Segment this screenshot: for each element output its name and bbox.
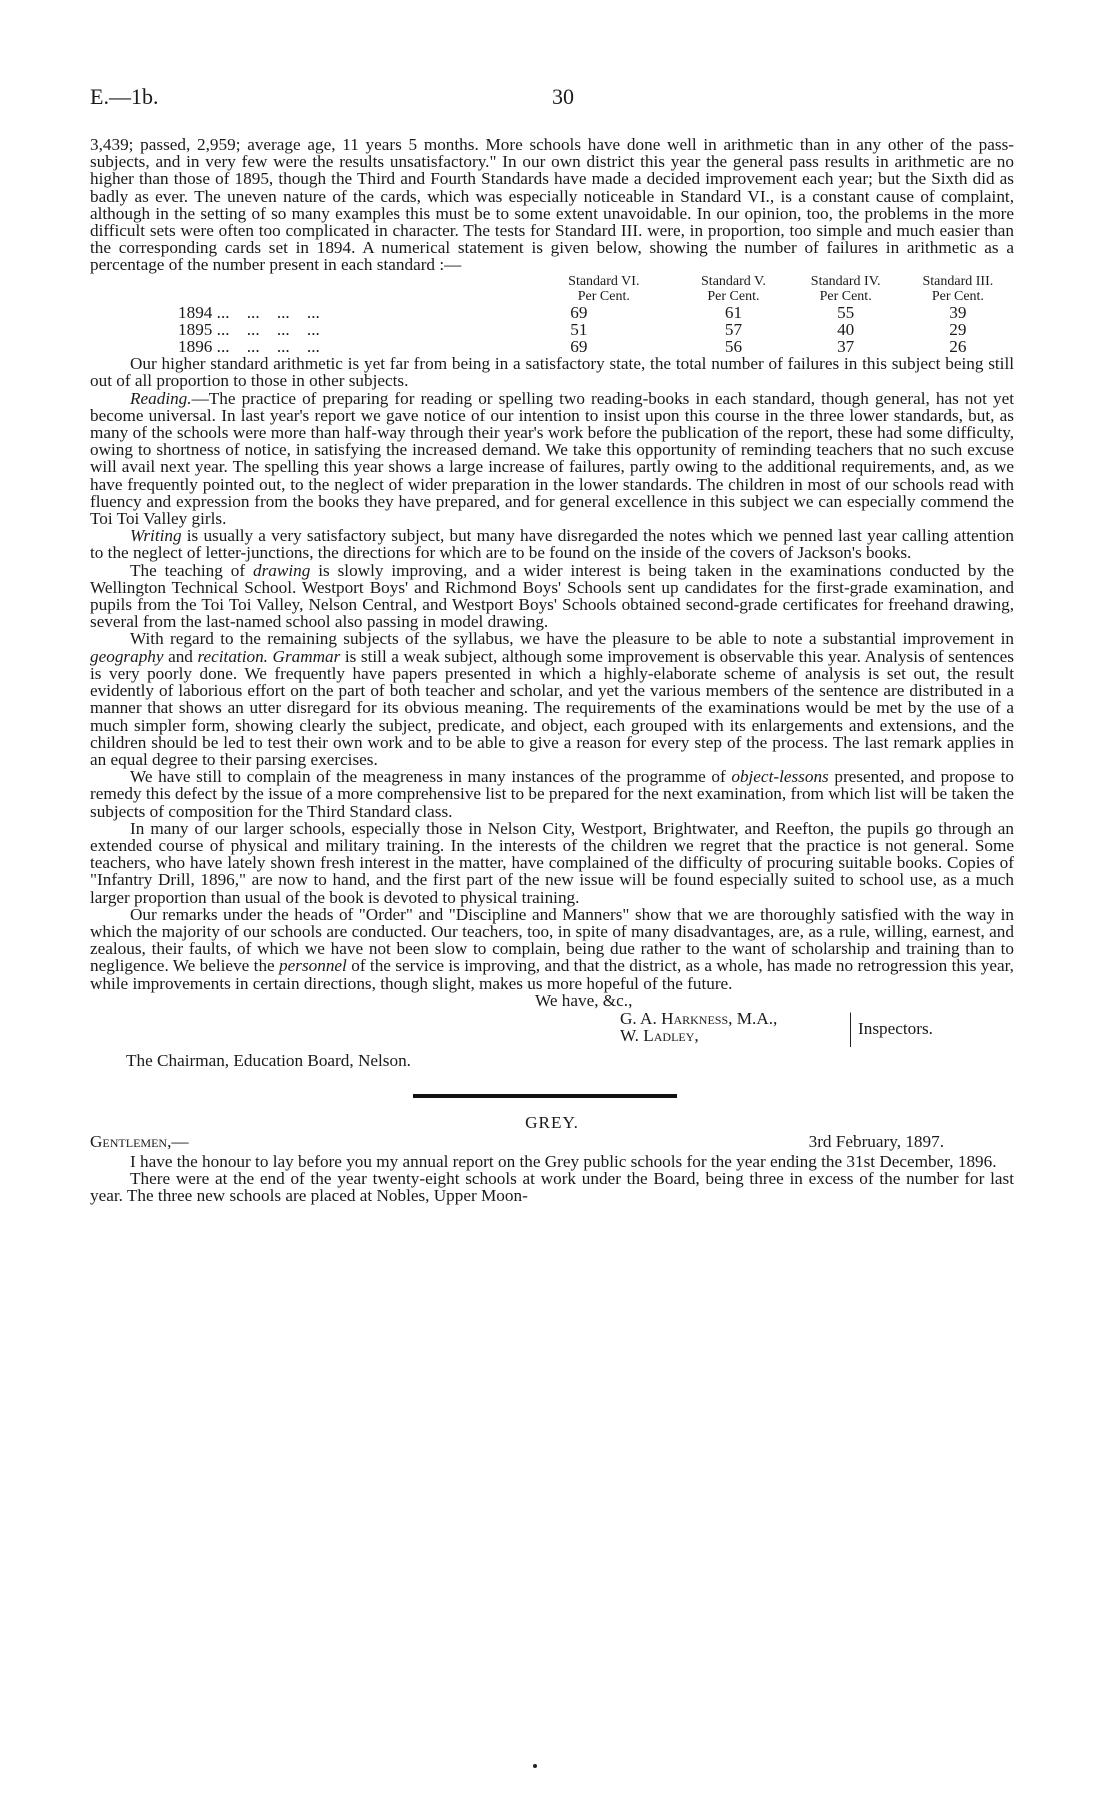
page-mark	[533, 1764, 537, 1768]
signature-block	[90, 992, 1014, 1072]
brace	[842, 1012, 851, 1047]
table-row	[90, 304, 1014, 321]
document-reference: E.—1b.	[90, 84, 159, 109]
signatory-name: W. Ladley,	[620, 1025, 699, 1045]
table-cell: 40	[837, 319, 855, 339]
page-number: 30	[552, 84, 574, 109]
table-cell: 57	[724, 319, 743, 339]
section-divider	[413, 1094, 677, 1098]
paragraph-arithmetic: 3,439; passed, 2,959; average age, 11 years 5 months. More schools have done well in arithmetic than in any other of the pass-subjects, and in very few were the results unsatisfactory." In our own district this year the general pass results in arithmetic are no higher than those of 1895, though the Third and Fourth Standards have made a decided improvement each year; but the Sixth did as badly as ever. The uneven nature of the cards, which was especially noticeable in Standard VI., is a constant cause of complaint, although in the setting of so many examples this must be to some extent unavoidable. In our opinion, too, the problems in the more difficult sets were often too complicated in character. The tests for Standard III. were, in proportion, too simple and much easier than the corresponding cards set in 1894. A numerical statement is given below, showing the number of failures in arithmetic as a percentage of the number present in each standard :—	[90, 135, 1014, 275]
table-cell-year: 1896 ... ... ... ...	[178, 337, 320, 357]
paragraph-higher-arithmetic: Our higher standard arithmetic is yet far from being in a satisfactory state, the total number of failures in this subject being still out of all proportion to those in other subjects.	[90, 354, 1014, 391]
table-header-row	[90, 274, 1014, 304]
table-row	[90, 338, 1014, 355]
table-header-cell: Standard V. Per Cent.	[701, 273, 766, 304]
table-header-cell: Standard IV. Per Cent.	[810, 273, 881, 304]
paragraph-order-discipline: Our remarks under the heads of "Order" and "Discipline and Manners" show that we are thoroughly satisfied with the way in which the majority of our schools are conducted. Our teachers, too, in spite of many disadvantages, are, as a rule, willing, earnest, and zealous, their faults, of which we have not been slow to complain, being due rather to the want of scholarship and training than to negligence. We believe the personnel of the service is improving, and that the district, as a whole, has made no retrogression this year, while improvements in certain directions, though slight, makes us more hopeful of the future.	[90, 904, 1014, 993]
table-cell: 51	[570, 319, 588, 339]
signatory-role: Inspectors.	[858, 1018, 933, 1038]
table-cell: 69	[570, 302, 588, 322]
table-row	[90, 321, 1014, 338]
table-header-cell: Standard VI. Per Cent.	[568, 273, 640, 304]
table-cell-year: 1895 ... ... ... ...	[178, 319, 320, 339]
paragraph-physical-training: In many of our larger schools, especially those in Nelson City, Westport, Brightwater, and Reefton, the pupils go through an extended course of physical and military training. In the interests of the children we regret that the practice is not general. Some teachers, who have lately shown fresh interest in the matter, have complained of the difficulty of procuring suitable books. Copies of "Infantry Drill, 1896," are now to hand, and the first part of the new issue will be found especially suited to school use, as a much larger proportion than usual of the book is devoted to physical training.	[90, 818, 1014, 907]
paragraph-writing: Writing is usually a very satisfactory subject, but many have disregarded the notes which we penned last year calling attention to the neglect of letter-junctions, the directions for which are to be found on the inside of the covers of Jackson's books.	[90, 526, 1014, 563]
salutation: Gentlemen,—	[90, 1131, 189, 1151]
table-cell: 61	[724, 302, 743, 322]
paragraph-drawing: The teaching of drawing is slowly improving, and a wider interest is being taken in the examinations conducted by the Wellington Technical School. Westport Boys' and Richmond Boys' Schools sent up candidates for the first-grade examination, and pupils from the Toi Toi Valley, Nelson Central, and Westport Boys' Schools obtained second-grade certificates for freehand drawing, several from the last-named school also passing in model drawing.	[90, 560, 1014, 632]
paragraph-grey-intro: I have the honour to lay before you my annual report on the Grey public schools for the year ending the 31st December, 1896.	[130, 1151, 997, 1171]
addressee: The Chairman, Education Board, Nelson.	[126, 1050, 411, 1070]
table-cell: 37	[837, 337, 855, 357]
table-cell: 29	[949, 319, 967, 339]
table-cell: 26	[949, 337, 967, 357]
table-cell: 55	[837, 302, 855, 322]
table-cell: 39	[949, 302, 967, 322]
signatory-name: G. A. Harkness, M.A.,	[620, 1008, 778, 1028]
closing-line: We have, &c.,	[535, 990, 633, 1010]
paragraph-object-lessons: We have still to complain of the meagreness in many instances of the programme of object-lessons presented, and propose to remedy this defect by the issue of a more comprehensive list to be prepared for the next examination, from which list will be taken the subjects of composition for the Third Standard class.	[90, 767, 1014, 821]
signatories	[620, 1010, 777, 1044]
report-body	[90, 136, 1014, 1205]
table-cell: 69	[570, 337, 588, 357]
table-cell: 56	[724, 337, 743, 357]
paragraph-reading: Reading.—The practice of preparing for reading or spelling two reading-books in each standard, though general, has not yet become universal. In last year's report we gave notice of our intention to insist upon this course in the three lower standards, but, as many of the schools were more than half-way through their year's work before the publication of the report, these had some difficulty, owing to shortness of notice, in satisfying the increased demand. We take this opportunity of reminding teachers that no such excuse will avail next year. The spelling this year shows a large increase of failures, partly owing to the additional requirements, and, as we have frequently pointed out, to the neglect of wider preparation in the lower standards. The children in most of our schools read with fluency and expression from the books they have prepared, and for general excellence in this subject we can especially commend the Toi Toi Valley girls.	[90, 388, 1014, 529]
paragraph-remaining-subjects: With regard to the remaining subjects of the syllabus, we have the pleasure to be able to note a substantial improvement in geography and recitation. Grammar is still a weak subject, although some improvement is observable this year. Analysis of sentences is very poorly done. We frequently have papers presented in which a highly-elaborate scheme of analysis is set out, the result evidently of laborious effort on the part of both teacher and scholar, and yet the various members of the sentence are distributed in a manner that shows an utter disregard for its obvious meaning. The requirements of the examinations would be met by the use of a much simpler form, showing clearly the subject, predicate, and object, each grouped with its enlargements and extensions, and the children should be led to test their own work and to be able to give a reason for every step of the process. The last remark applies in an equal degree to their parsing exercises.	[90, 629, 1015, 769]
table-cell-year: 1894 ... ... ... ...	[178, 302, 320, 322]
table-header-cell: Standard III. Per Cent.	[922, 273, 994, 304]
failures-table	[90, 274, 1014, 356]
salutation-row	[90, 1133, 1014, 1153]
paragraph-grey-schools: There were at the end of the year twenty-eight schools at work under the Board, being three in excess of the number for last year. The three new schools are placed at Nobles, Upper Moon-	[90, 1169, 1014, 1206]
report-date: 3rd February, 1897.	[808, 1131, 944, 1151]
section-title: GREY.	[525, 1112, 579, 1132]
